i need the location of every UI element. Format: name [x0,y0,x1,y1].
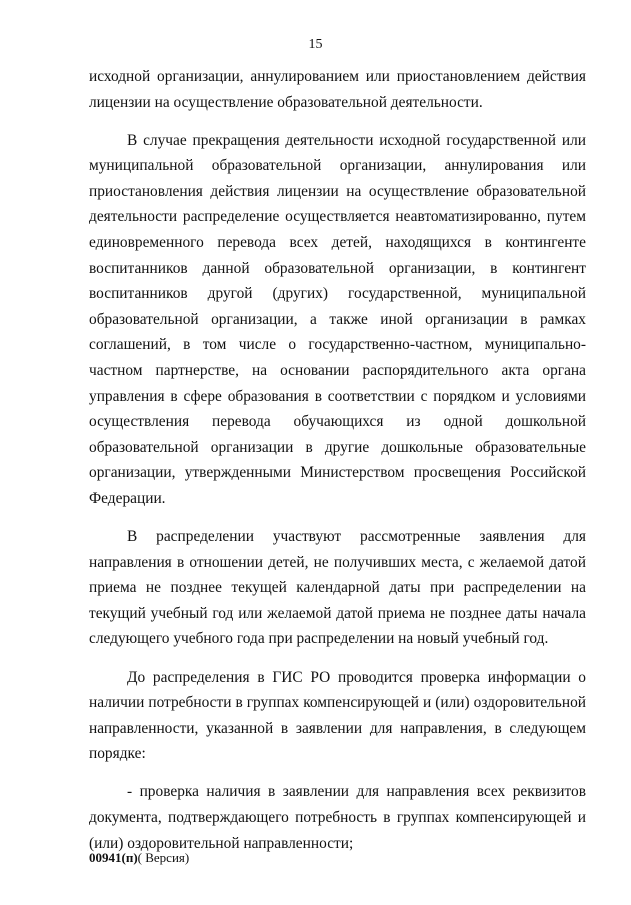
document-code: 00941(п) [89,850,138,865]
paragraph-termination-case: В случае прекращения деятельности исходной государственной или муниципальной образовательной организации, аннулирования или приостановления действия лицензии на осуществление образовательной деятельности распределение осуществляется неавтоматизированно, путем единовременного перевода всех детей, находящихся в контингенте воспитанников данной образовательной организации, в контингент воспитанников другой (других) государственной, муниципальной образовательной организации, а также иной организации в рамках соглашений, в том числе о государственно-частном, муниципально-частном партнерстве, на основании распорядительного акта органа управления в сфере образования в соответствии с порядком и условиями осуществления перевода обучающихся из одной дошкольной образовательной организации в другие дошкольные образовательные организации, утвержденными Министерством просвещения Российской Федерации. [89,131,586,507]
document-version: ( Версия) [137,850,190,865]
page-number: 15 [308,37,323,52]
document-body [89,64,586,869]
list-item-requisites-check: - проверка наличия в заявлении для направления всех реквизитов документа, подтверждающего потребность в группах компенсирующей и (или) оздоровительной направленности; [89,783,586,852]
paragraph-pre-distribution-check: До распределения в ГИС РО проводится проверка информации о наличии потребности в группах компенсирующей и (или) оздоровительной направленности, указанной в заявлении для направления, в следующем порядке: [89,668,586,763]
paragraph-continued: исходной организации, аннулированием или приостановлением действия лицензии на осуществление образовательной деятельности. [89,68,586,111]
paragraph-distribution-participants: В распределении участвуют рассмотренные заявления для направления в отношении детей, не получивших места, с желаемой датой приема не позднее текущей календарной даты при распределении на текущий учебный год или желаемой датой приема не позднее даты начала следующего учебного года при распределении на новый учебный год. [89,528,586,648]
document-footer [89,850,189,866]
